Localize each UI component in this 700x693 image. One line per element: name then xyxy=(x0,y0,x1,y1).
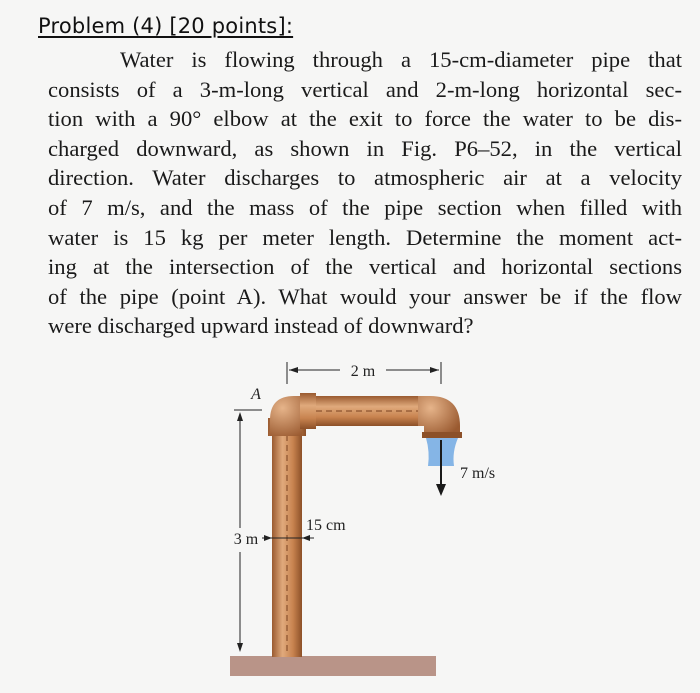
statement-line: of 7 m/s, and the mass of the pipe section when filled with xyxy=(48,194,682,220)
ground-base xyxy=(230,656,436,676)
horizontal-pipe-collar xyxy=(300,393,316,429)
statement-line: tion with a 90° elbow at the exit to force the water to be dis- xyxy=(48,106,682,132)
dim-15cm-arrow-right xyxy=(302,535,310,541)
dim-3m-label: 3 m xyxy=(233,531,259,548)
dim-2m-arrow-left xyxy=(289,367,298,373)
dim-2m-label: 2 m xyxy=(350,363,376,380)
point-a-label: A xyxy=(251,386,261,403)
horizontal-pipe xyxy=(306,396,422,426)
statement-line: charged downward, as shown in Fig. P6–52, in the vertical xyxy=(48,135,682,161)
statement-line: Water is flowing through a 15-cm-diameter pipe that xyxy=(120,47,682,72)
dim-15cm-arrow-left xyxy=(264,535,272,541)
velocity-arrow-head xyxy=(436,484,446,496)
exit-elbow xyxy=(418,396,460,436)
exit-elbow-lip xyxy=(422,432,462,438)
statement-line: consists of a 3-m-long vertical and 2-m-long horizontal sec- xyxy=(48,76,682,102)
statement-line: ing at the intersection of the vertical and horizontal sections xyxy=(48,254,682,280)
problem-title: Problem (4) [20 points]: xyxy=(38,14,294,38)
statement-line: of the pipe (point A). What would your answer be if the flow xyxy=(48,283,682,309)
dim-15cm-label: 15 cm xyxy=(306,517,346,534)
dim-3m-arrow-top xyxy=(237,412,243,421)
dim-2m-arrow-right xyxy=(430,367,439,373)
statement-line: water is 15 kg per meter length. Determine the moment act- xyxy=(48,224,682,250)
statement-line: were discharged upward instead of downward? xyxy=(48,313,474,339)
statement-line: direction. Water discharges to atmospheric air at a velocity xyxy=(48,165,682,191)
velocity-label: 7 m/s xyxy=(460,465,496,482)
dim-3m-arrow-bottom xyxy=(237,643,243,652)
